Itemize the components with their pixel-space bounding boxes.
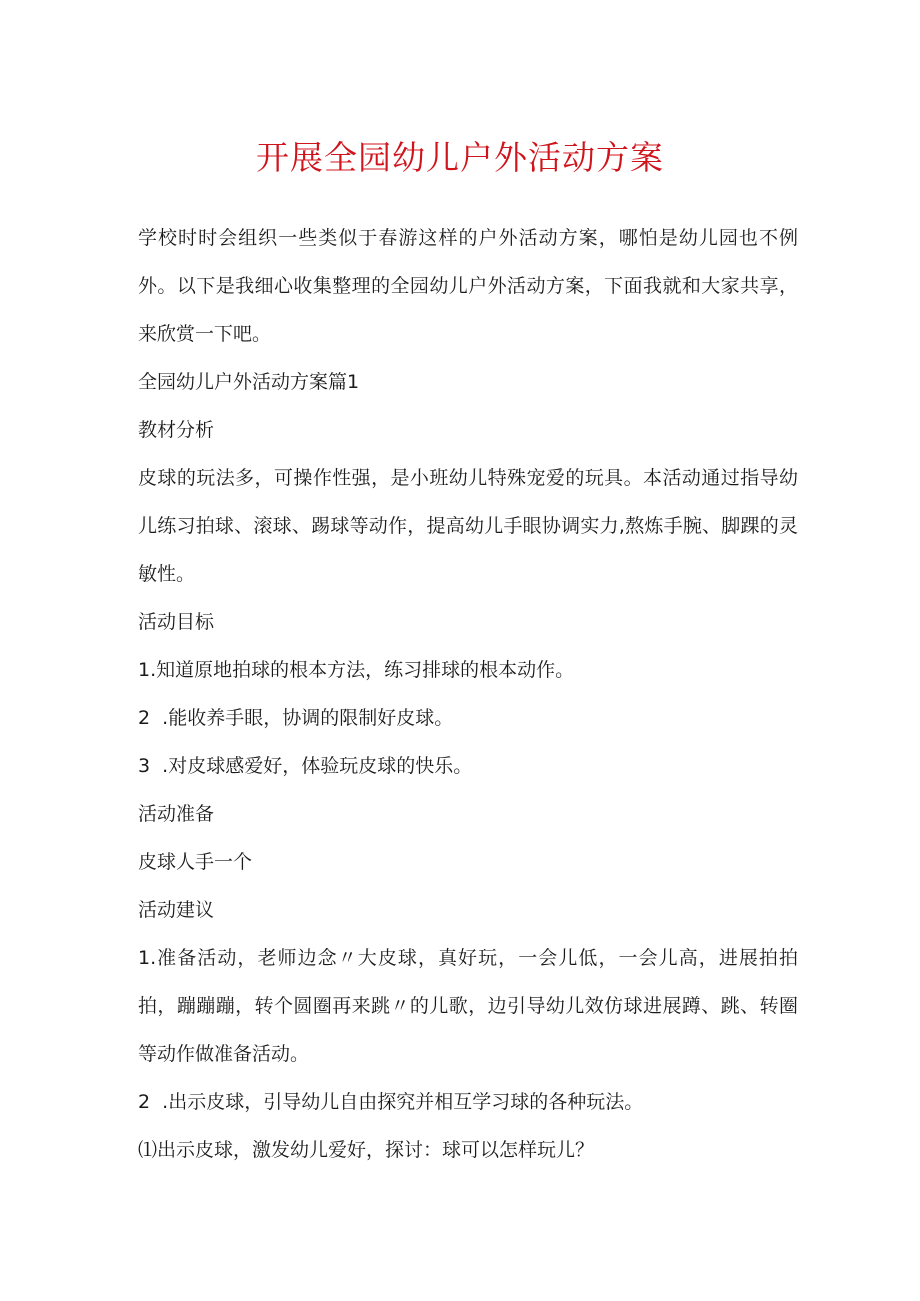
goal-item-3: 3 .对皮球感爱好，体验玩皮球的快乐。 [138,755,473,777]
document-body [138,214,798,1174]
suggestion-subitem-1: ⑴出示皮球，激发幼儿爱好，探讨：球可以怎样玩儿？ [138,1139,595,1161]
suggestion-item-2: 2 .出示皮球，引导幼儿自由探究并相互学习球的各种玩法。 [138,1091,644,1113]
section-heading-part1: 全园幼儿户外活动方案篇1 [138,371,360,393]
goal-item-2: 2 .能收养手眼，协调的限制好皮球。 [138,707,454,729]
heading-activity-goals: 活动目标 [138,611,215,633]
goal-item-1: 1.知道原地拍球的根本方法，练习排球的根本动作。 [138,659,575,681]
material-analysis-paragraph: 皮球的玩法多，可操作性强，是小班幼儿特殊宠爱的玩具。本活动通过指导幼儿练习拍球、滚球、踢球等动作，提高幼儿手眼协调实力,熬炼手腕、脚踝的灵敏性。 [138,467,798,585]
document-title: 开展全园幼儿户外活动方案 [256,138,664,177]
preparation-paragraph: 皮球人手一个 [138,851,253,873]
intro-paragraph: 学校时时会组织一些类似于春游这样的户外活动方案，哪怕是幼儿园也不例外。以下是我细心收集整理的全园幼儿户外活动方案，下面我就和大家共享，来欣赏一下吧。 [138,227,798,345]
heading-activity-suggestions: 活动建议 [138,899,215,921]
suggestion-item-1: 1.准备活动，老师边念〃大皮球，真好玩，一会儿低，一会儿高，进展拍拍拍，蹦蹦蹦，转个圆圈再来跳〃的儿歌，边引导幼儿效仿球进展蹲、跳、转圈等动作做准备活动。 [138,947,798,1065]
heading-activity-preparation: 活动准备 [138,803,215,825]
heading-material-analysis: 教材分析 [138,419,215,441]
